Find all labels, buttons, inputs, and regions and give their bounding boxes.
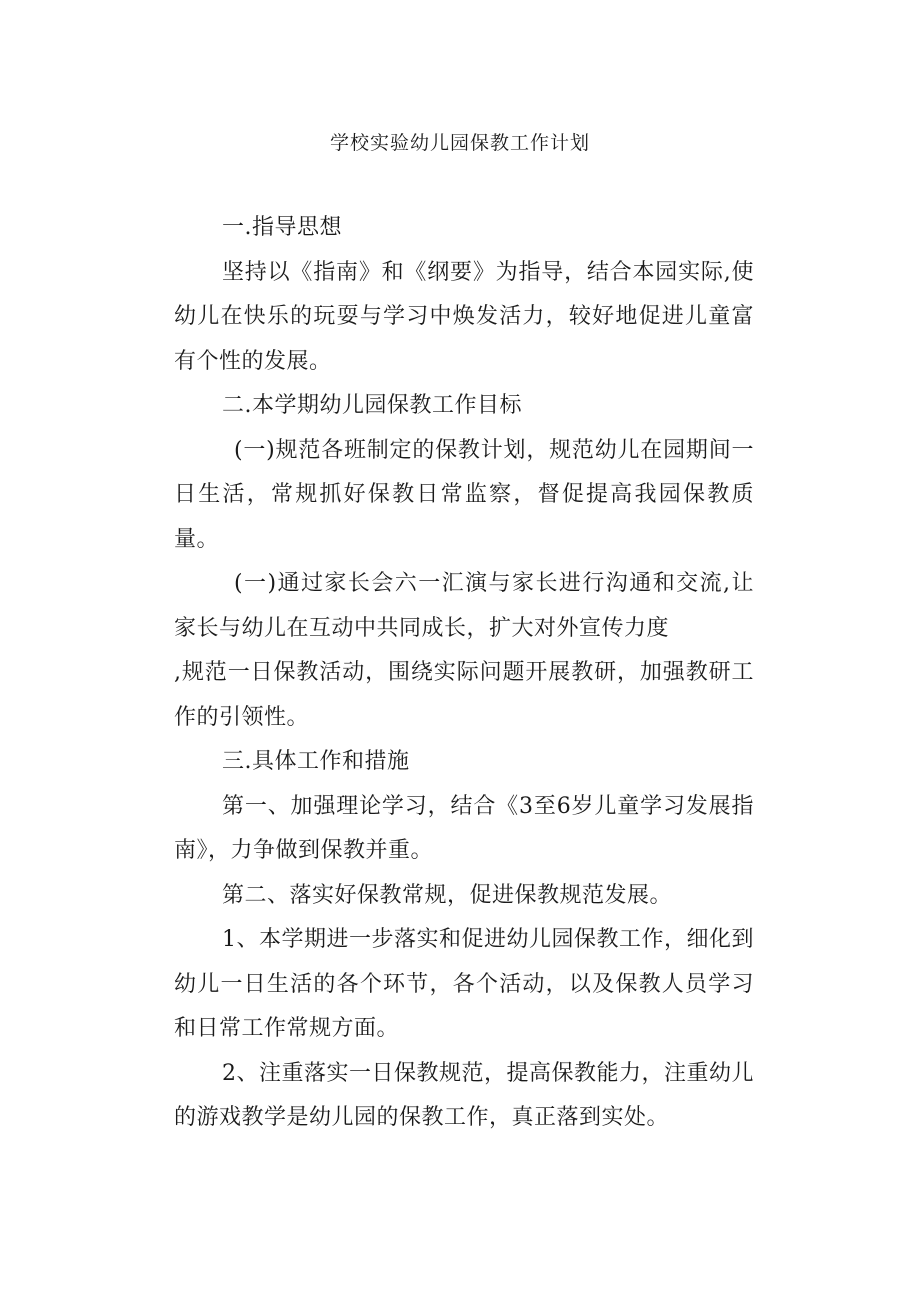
section-heading-semester-goals: 二.本学期幼儿园保教工作目标 xyxy=(222,393,522,418)
paragraph-measure-1: 第一、加强理论学习，结合《3至6岁儿童学习发展指南》，力争做到保教并重。 xyxy=(174,793,754,863)
paragraph-measure-2: 第二、落实好保教常规，促进保教规范发展。 xyxy=(222,882,673,908)
paragraph-guiding-ideology: 坚持以《指南》和《纲要》为指导，结合本园实际,使幼儿在快乐的玩耍与学习中焕发活力，较好地促进儿童富有个性的发展。 xyxy=(174,259,754,374)
section-heading-specific-measures: 三.具体工作和措施 xyxy=(222,749,410,774)
document-title: 学校实验幼儿园保教工作计划 xyxy=(329,132,590,154)
paragraph-item-2: 2、注重落实一日保教规范，提高保教能力，注重幼儿的游戏教学是幼儿园的保教工作，真正落到实处。 xyxy=(174,1060,754,1130)
paragraph-item-1: 1、本学期进一步落实和促进幼儿园保教工作，细化到幼儿一日生活的各个环节，各个活动，以及保教人员学习和日常工作常规方面。 xyxy=(174,927,754,1041)
paragraph-goal-1: (一)规范各班制定的保教计划，规范幼儿在园期间一日生活，常规抓好保教日常监察，督促提高我园保教质量。 xyxy=(174,437,754,552)
section-heading-guiding-ideology: 一.指导思想 xyxy=(222,215,342,240)
paragraph-goal-2: (一)通过家长会六一汇演与家长进行沟通和交流,让家长与幼儿在互动中共同成长，扩大对外宣传力度 xyxy=(174,571,754,641)
paragraph-goal-2-continued: ,规范一日保教活动，围绕实际问题开展教研，加强教研工作的引领性。 xyxy=(174,660,754,730)
document-body xyxy=(174,206,754,1141)
